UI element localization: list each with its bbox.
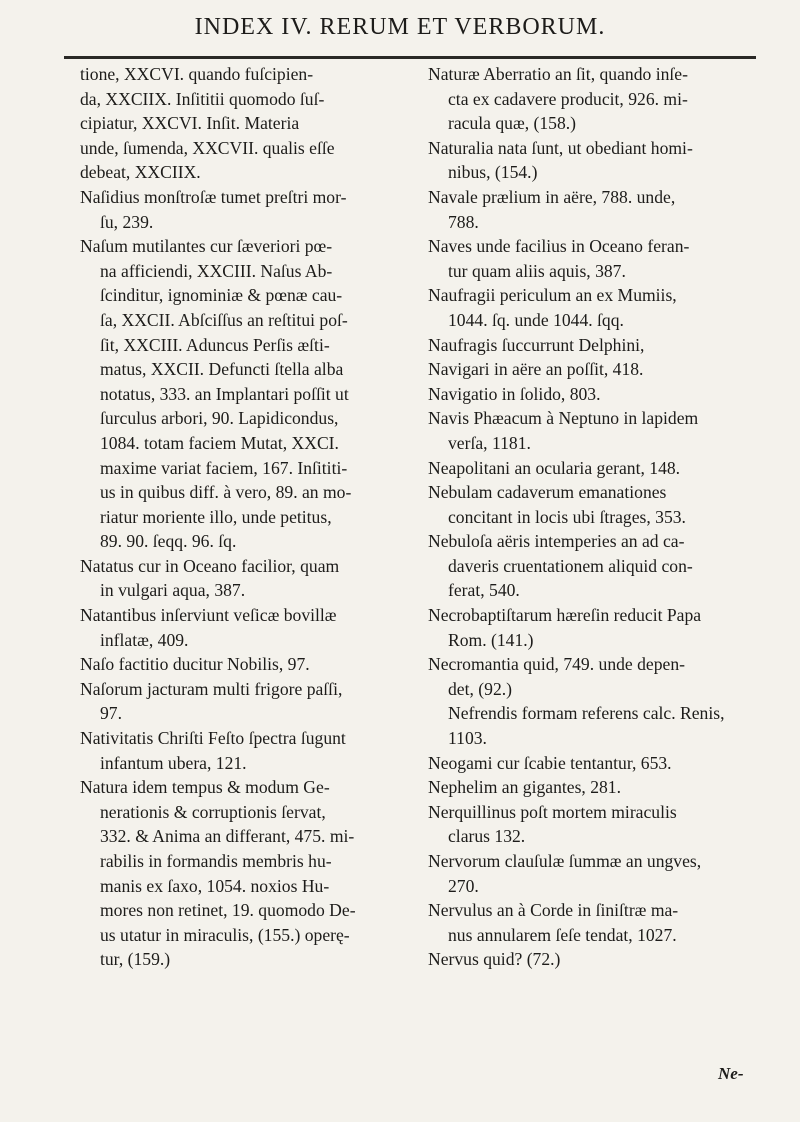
index-line: Naſo factitio ducitur Nobilis, 97. (80, 654, 310, 675)
index-line: nerationis & corruptionis ſervat, (100, 801, 326, 822)
index-line: 97. (100, 703, 122, 724)
index-line: Natantibus inſerviunt veſicæ bovillæ (80, 605, 337, 626)
index-line: Navigari in aëre an poſſit, 418. (428, 359, 644, 380)
index-line: Necrobaptiſtarum hæreſin reducit Papa (428, 605, 702, 626)
index-line: Rom. (141.) (448, 629, 534, 650)
index-line: Naturalia nata ſunt, ut obediant homi- (428, 137, 693, 158)
left-column (80, 62, 410, 972)
index-line: in vulgari aqua, 387. (100, 580, 246, 601)
index-line: Nebuloſa aëris intemperies an ad ca- (428, 531, 685, 552)
index-line: Naturæ Aberratio an ſit, quando inſe- (428, 64, 688, 84)
index-line: 1084. totam faciem Mutat, XXCI. (100, 432, 339, 453)
index-line: ſcinditur, ignominiæ & pœnæ cau- (100, 285, 343, 306)
index-line: us in quibus diff. à vero, 89. an mo- (100, 482, 352, 503)
index-line: us utatur in miraculis, (155.) operę- (100, 924, 350, 945)
index-line: mores non retinet, 19. quomodo De- (100, 900, 356, 921)
index-line: ſu, 239. (100, 211, 154, 232)
index-line: Natatus cur in Oceano facilior, quam (80, 555, 340, 576)
index-line: cta ex cadavere producit, 926. mi- (448, 88, 688, 109)
index-line: notatus, 333. an Implantari poſſit ut (100, 383, 349, 404)
index-line: ferat, 540. (448, 580, 520, 601)
index-line: concitant in locis ubi ſtrages, 353. (448, 506, 686, 527)
index-line: Natura idem tempus & modum Ge- (80, 777, 330, 798)
index-line: unde, ſumenda, XXCVII. qualis eſſe (80, 137, 335, 158)
index-line: matus, XXCII. Defuncti ſtella alba (100, 359, 344, 380)
index-line: infantum ubera, 121. (100, 752, 247, 773)
index-line: Naufragii periculum an ex Mumiis, (428, 285, 677, 306)
index-line: Nefrendis formam referens calc. Renis, (448, 703, 725, 724)
index-line: Navis Phæacum à Neptuno in lapidem (428, 408, 699, 429)
index-line: manis ex ſaxo, 1054. noxios Hu- (100, 875, 330, 896)
index-line: Naufragis ſuccurrunt Delphini, (428, 334, 645, 355)
index-line: ſa, XXCII. Abſciſſus an reſtitui poſ- (100, 309, 348, 330)
page-header: INDEX IV. RERUM ET VERBORUM. (194, 14, 606, 40)
right-column (428, 62, 758, 972)
catchword: Ne- (718, 1064, 744, 1083)
index-line: Nativitatis Chriſti Feſto ſpectra ſugunt (80, 728, 346, 749)
index-line: 89. 90. ſeqq. 96. ſq. (100, 531, 237, 552)
index-line: tur quam aliis aquis, 387. (448, 260, 626, 281)
index-line: daveris cruentationem aliquid con- (448, 555, 693, 576)
index-line: Neapolitani an ocularia gerant, 148. (428, 457, 681, 478)
index-line: nus annularem ſeſe tendat, 1027. (448, 924, 677, 945)
index-line: na afficiendi, XXCIII. Naſus Ab- (100, 260, 333, 281)
index-line: Naves unde facilius in Oceano feran- (428, 236, 690, 257)
index-line: Necromantia quid, 749. unde depen- (428, 654, 685, 675)
index-line: 788. (448, 211, 479, 232)
index-line: Naſum mutilantes cur ſæveriori pœ- (80, 236, 333, 257)
index-line: Naſorum jacturam multi frigore paſſi, (80, 678, 343, 699)
index-line: Naſidius monſtroſæ tumet preſtri mor- (80, 186, 347, 207)
index-line: inflatæ, 409. (100, 629, 189, 650)
index-line: Navale prælium in aëre, 788. unde, (428, 186, 676, 207)
index-line: det, (92.) (448, 678, 513, 699)
index-line: tur, (159.) (100, 949, 171, 970)
index-line: Navigatio in ſolido, 803. (428, 383, 601, 404)
index-line: nibus, (154.) (448, 162, 538, 183)
index-line: Nephelim an gigantes, 281. (428, 777, 621, 798)
index-line: clarus 132. (448, 826, 526, 847)
index-line: Nebulam cadaverum emanationes (428, 482, 667, 503)
index-line: Nerquillinus poſt mortem miraculis (428, 801, 677, 822)
index-line: Nervus quid? (72.) (428, 949, 561, 970)
index-line: Nervulus an à Corde in ſiniſtræ ma- (428, 900, 679, 921)
index-line: debeat, XXCIIX. (80, 162, 201, 183)
index-line: cipiatur, XXCVI. Inſit. Materia (80, 113, 300, 134)
index-line: riatur moriente illo, unde petitus, (100, 506, 332, 527)
index-line: 332. & Anima an differant, 475. mi- (100, 826, 355, 847)
index-line: ſurculus arbori, 90. Lapidicondus, (100, 408, 339, 429)
index-line: maxime variat faciem, 167. Inſititi- (100, 457, 348, 478)
index-line: rabilis in formandis membris hu- (100, 851, 332, 871)
header-rule (64, 56, 756, 59)
index-line: racula quæ, (158.) (448, 113, 577, 134)
index-line: ſit, XXCIII. Aduncus Perſis æſti- (100, 334, 330, 355)
index-line: Neogami cur ſcabie tentantur, 653. (428, 752, 672, 773)
index-line: 1103. (448, 728, 487, 749)
index-line: verſa, 1181. (448, 432, 531, 453)
index-line: tione, XXCVI. quando fuſcipien- (80, 64, 314, 84)
index-line: da, XXCIIX. Inſititii quomodo ſuſ- (80, 88, 325, 109)
index-line: 1044. ſq. unde 1044. ſqq. (448, 309, 624, 330)
index-line: 270. (448, 875, 479, 896)
index-line: Nervorum clauſulæ ſummæ an ungves, (428, 851, 702, 871)
